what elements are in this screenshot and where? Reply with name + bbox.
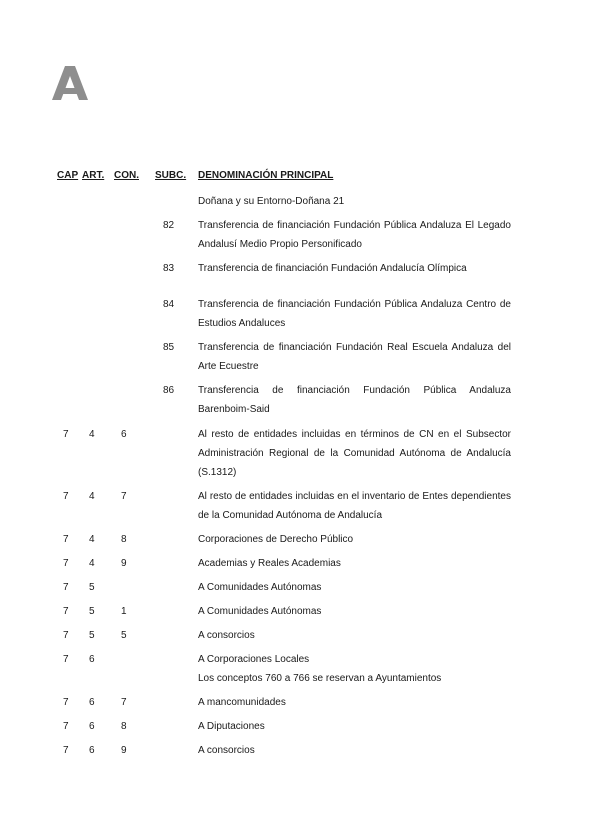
con-cell: 7 [121, 697, 127, 708]
header-subc: SUBC. [155, 170, 187, 181]
art-cell: 6 [89, 721, 95, 732]
subc-cell: 82 [163, 220, 175, 231]
art-cell: 4 [89, 534, 95, 545]
denominacion-cell: Transferencia de financiación Fundación Real Escuela Andaluza del Arte Ecuestre [198, 342, 511, 372]
header-art: ART. [82, 170, 105, 181]
denominacion-cell: Academias y Reales Academias [198, 558, 341, 569]
cap-cell: 7 [63, 745, 69, 756]
con-cell: 9 [121, 745, 127, 756]
art-cell: 4 [89, 429, 95, 440]
cap-cell: 7 [63, 654, 69, 665]
denominacion-cell: Transferencia de financiación Fundación Pública Andaluza El Legado Andalusí Medio Propio Personificado [198, 220, 511, 250]
denominacion-cell: A Diputaciones [198, 721, 265, 732]
art-cell: 5 [89, 582, 95, 593]
art-cell: 4 [89, 558, 95, 569]
denominacion-note: Los conceptos 760 a 766 se reservan a Ayuntamientos [198, 673, 442, 684]
subc-cell: 85 [163, 342, 175, 353]
con-cell: 7 [121, 491, 127, 502]
cap-cell: 7 [63, 534, 69, 545]
art-cell: 5 [89, 630, 95, 641]
denominacion-cell: Doñana y su Entorno-Doñana 21 [198, 196, 345, 207]
denominacion-cell: A Comunidades Autónomas [198, 606, 322, 617]
subc-cell: 84 [163, 299, 175, 310]
junta-andalucia-logo-icon [50, 66, 90, 100]
denominacion-cell: Transferencia de financiación Fundación Andalucía Olímpica [198, 263, 467, 274]
art-cell: 4 [89, 491, 95, 502]
cap-cell: 7 [63, 606, 69, 617]
art-cell: 5 [89, 606, 95, 617]
denominacion-cell: Corporaciones de Derecho Público [198, 534, 354, 545]
art-cell: 6 [89, 745, 95, 756]
denominacion-cell [198, 650, 511, 688]
cap-cell: 7 [63, 429, 69, 440]
header-con: CON. [114, 170, 139, 181]
denominacion-cell: A Comunidades Autónomas [198, 582, 322, 593]
art-cell: 6 [89, 697, 95, 708]
cap-cell: 7 [63, 721, 69, 732]
subc-cell: 86 [163, 385, 175, 396]
cap-cell: 7 [63, 582, 69, 593]
denominacion-cell: A consorcios [198, 745, 255, 756]
cap-cell: 7 [63, 697, 69, 708]
denominacion-cell: A consorcios [198, 630, 255, 641]
con-cell: 8 [121, 534, 127, 545]
header-denominacion: DENOMINACIÓN PRINCIPAL [198, 170, 334, 181]
header-cap: CAP [57, 170, 79, 181]
con-cell: 5 [121, 630, 127, 641]
subc-cell: 83 [163, 263, 175, 274]
denominacion-cell: Al resto de entidades incluidas en el inventario de Entes dependientes de la Comunidad Autónoma de Andalucía [198, 491, 511, 521]
cap-cell: 7 [63, 558, 69, 569]
con-cell: 1 [121, 606, 127, 617]
cap-cell: 7 [63, 630, 69, 641]
denominacion-text: A Corporaciones Locales [198, 654, 310, 665]
con-cell: 6 [121, 429, 127, 440]
denominacion-cell: A mancomunidades [198, 697, 286, 708]
art-cell: 6 [89, 654, 95, 665]
denominacion-cell: Al resto de entidades incluidas en términos de CN en el Subsector Administración Regional de la Comunidad Autónoma de Andalucía (S.1312) [198, 429, 511, 478]
con-cell: 9 [121, 558, 127, 569]
denominacion-cell: Transferencia de financiación Fundación Pública Andaluza Centro de Estudios Andaluces [198, 299, 511, 329]
con-cell: 8 [121, 721, 127, 732]
cap-cell: 7 [63, 491, 69, 502]
denominacion-cell: Transferencia de financiación Fundación Pública Andaluza Barenboim-Said [198, 385, 511, 415]
